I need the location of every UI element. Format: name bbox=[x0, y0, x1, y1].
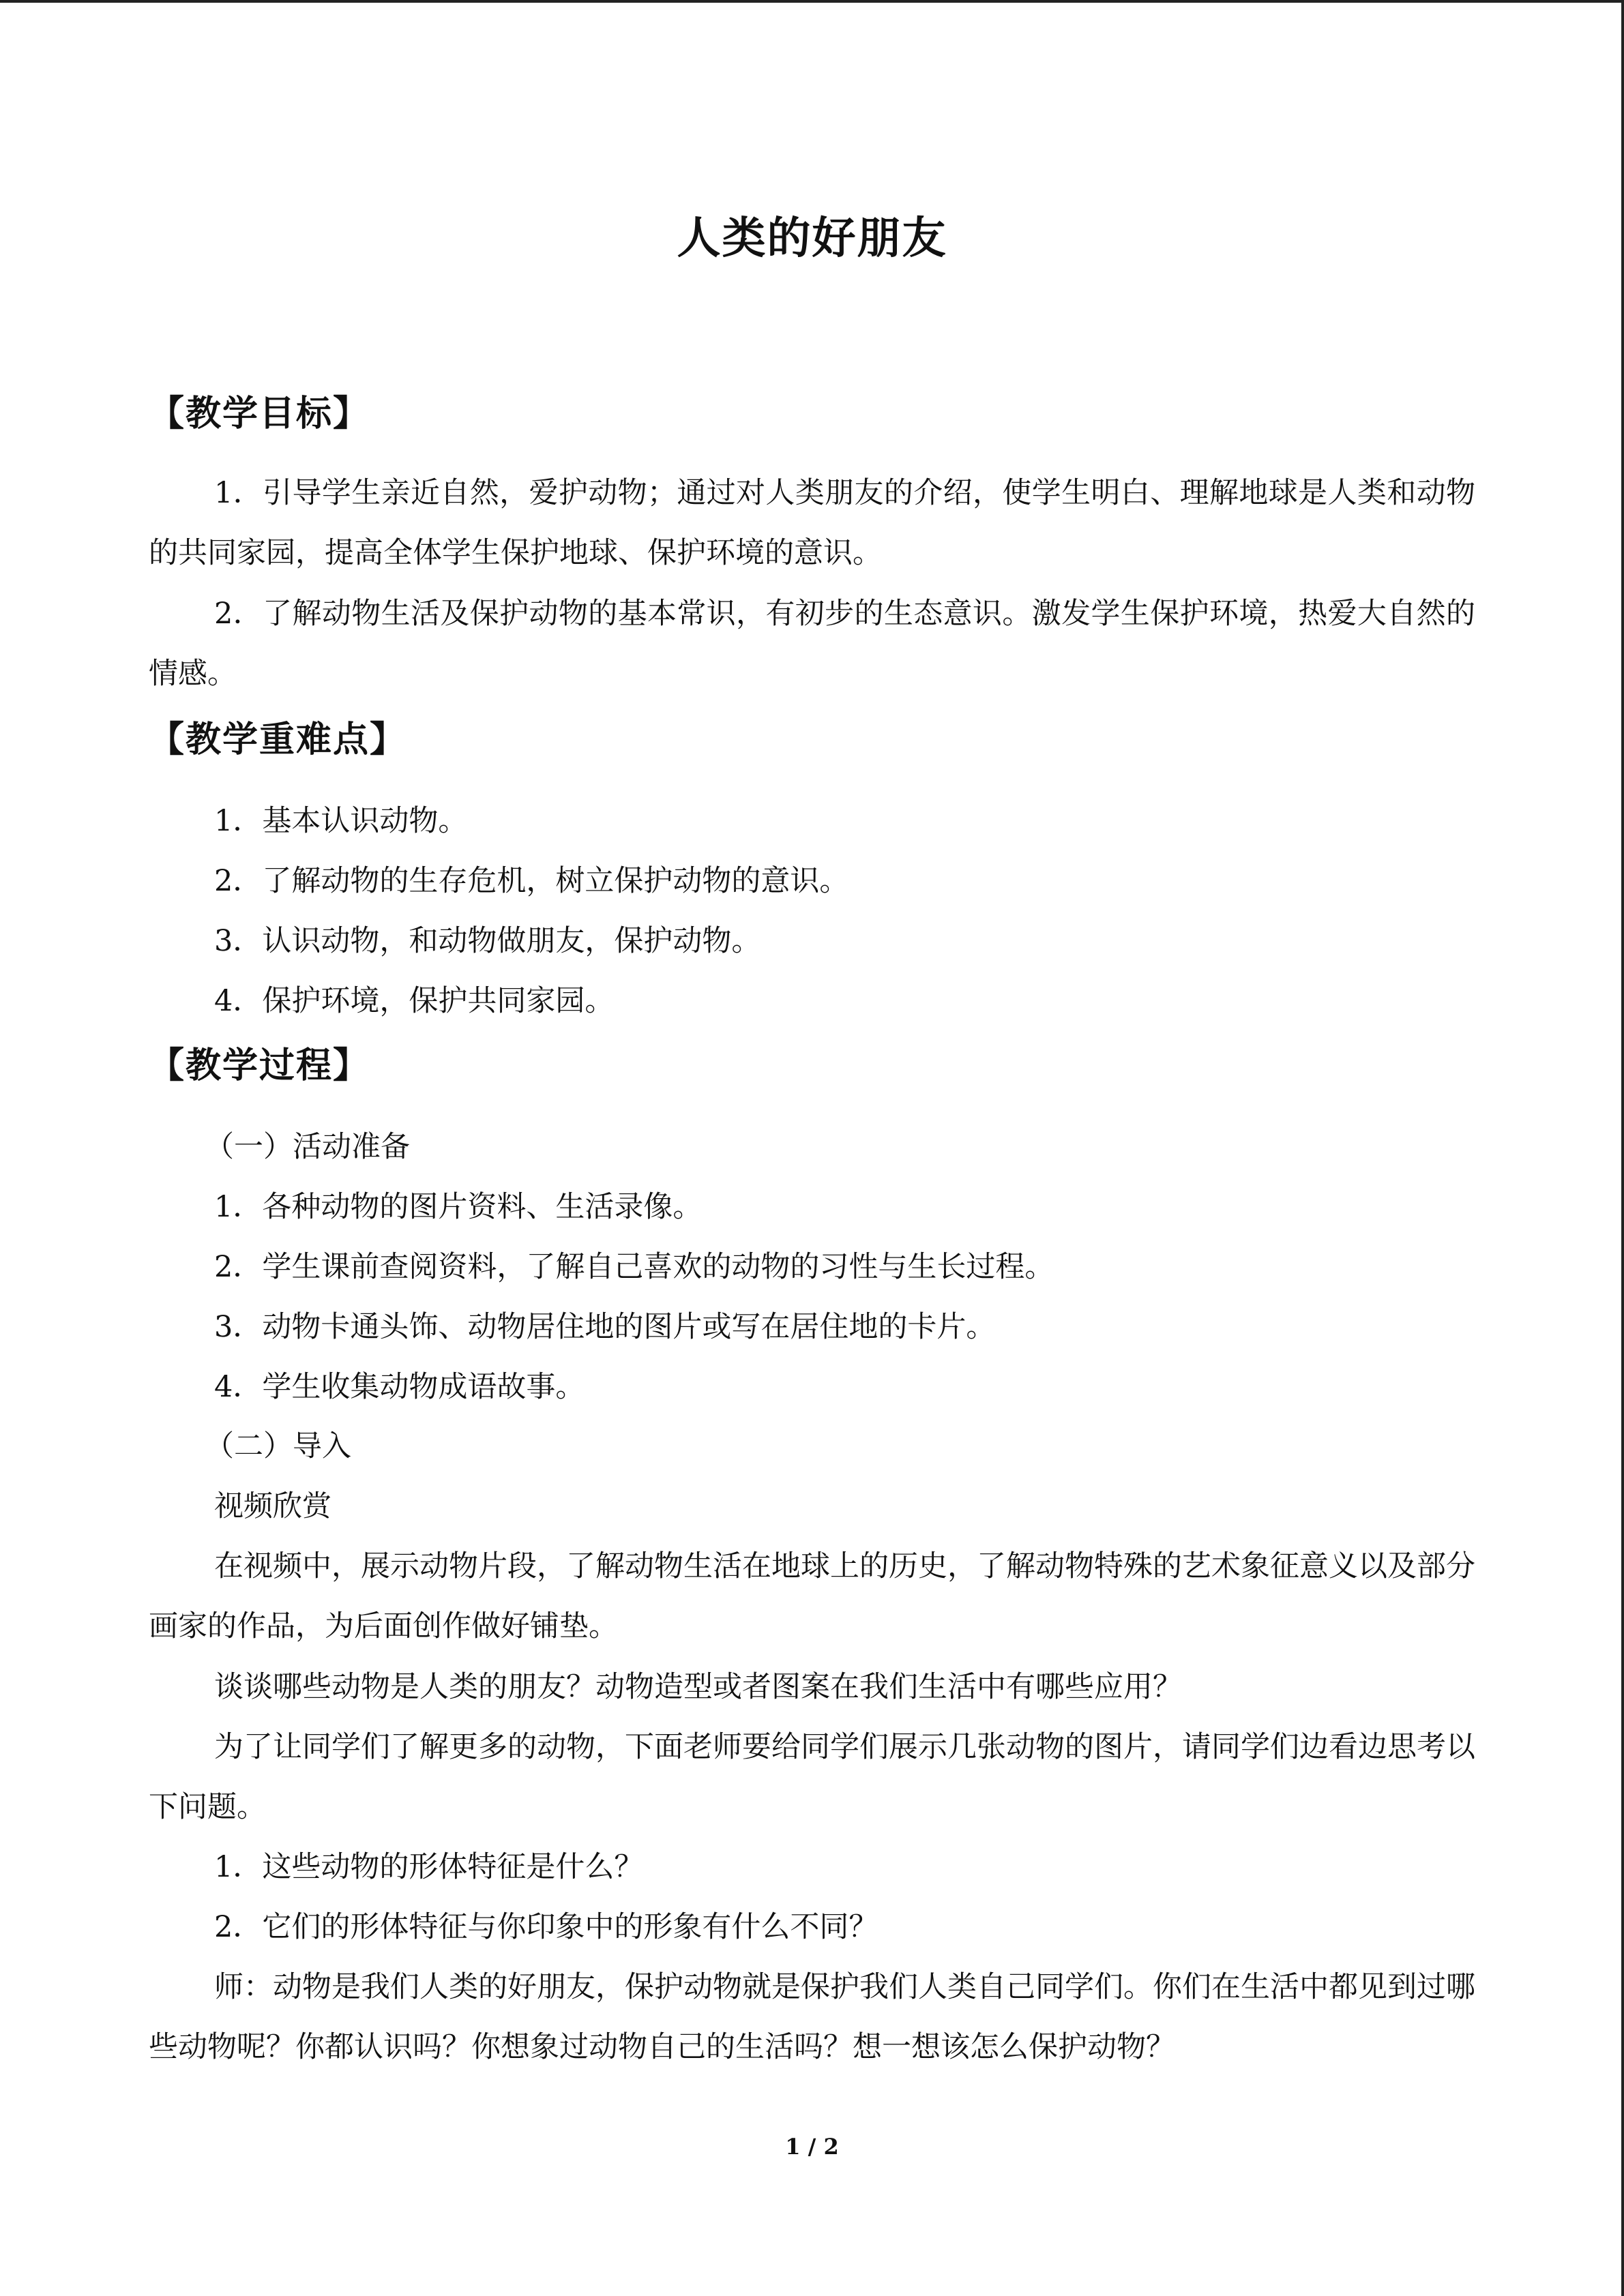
heading-key-points: 【教学重难点】 bbox=[149, 719, 407, 760]
page-number: 1 / 2 bbox=[785, 2134, 839, 2160]
intro-title: （二）导入 bbox=[205, 1429, 351, 1463]
prep-title: （一）活动准备 bbox=[205, 1130, 410, 1164]
heading-teaching-process: 【教学过程】 bbox=[149, 1045, 370, 1086]
key-point-item-1: 1．基本认识动物。 bbox=[214, 804, 468, 838]
discussion-line: 谈谈哪些动物是人类的朋友？动物造型或者图案在我们生活中有哪些应用？ bbox=[214, 1670, 1182, 1704]
question-1: 1．这些动物的形体特征是什么？ bbox=[214, 1850, 644, 1884]
prep-item-3: 3．动物卡通头饰、动物居住地的图片或写在居住地的卡片。 bbox=[214, 1310, 996, 1344]
goal-paragraph-1: 1．引导学生亲近自然，爱护动物；通过对人类朋友的介绍，使学生明白、理解地球是人类和动物的共同家园，提高全体学生保护地球、保护环境的意识。 bbox=[149, 476, 1475, 570]
key-point-item-3: 3．认识动物，和动物做朋友，保护动物。 bbox=[214, 924, 761, 958]
key-point-item-2: 2．了解动物的生存危机，树立保护动物的意识。 bbox=[214, 864, 849, 898]
heading-teaching-goals: 【教学目标】 bbox=[149, 393, 370, 434]
prep-item-4: 4．学生收集动物成语故事。 bbox=[214, 1370, 585, 1404]
show-paragraph: 为了让同学们了解更多的动物，下面老师要给同学们展示几张动物的图片，请同学们边看边思考以下问题。 bbox=[149, 1730, 1475, 1824]
goal-paragraph-2: 2．了解动物生活及保护动物的基本常识，有初步的生态意识。激发学生保护环境，热爱大自然的情感。 bbox=[149, 597, 1475, 691]
video-paragraph: 在视频中，展示动物片段，了解动物生活在地球上的历史，了解动物特殊的艺术象征意义以及部分画家的作品，为后面创作做好铺垫。 bbox=[149, 1549, 1475, 1643]
video-title: 视频欣赏 bbox=[214, 1489, 331, 1523]
question-2: 2．它们的形体特征与你印象中的形象有什么不同？ bbox=[214, 1910, 879, 1944]
teacher-paragraph: 师：动物是我们人类的好朋友，保护动物就是保护我们人类自己同学们。你们在生活中都见到过哪些动物呢？你都认识吗？你想象过动物自己的生活吗？想一想该怎么保护动物？ bbox=[149, 1970, 1475, 2064]
prep-item-1: 1．各种动物的图片资料、生活录像。 bbox=[214, 1190, 703, 1224]
key-point-item-4: 4．保护环境，保护共同家园。 bbox=[214, 984, 615, 1018]
prep-item-2: 2．学生课前查阅资料，了解自己喜欢的动物的习性与生长过程。 bbox=[214, 1250, 1054, 1284]
document-title: 人类的好朋友 bbox=[677, 213, 947, 264]
